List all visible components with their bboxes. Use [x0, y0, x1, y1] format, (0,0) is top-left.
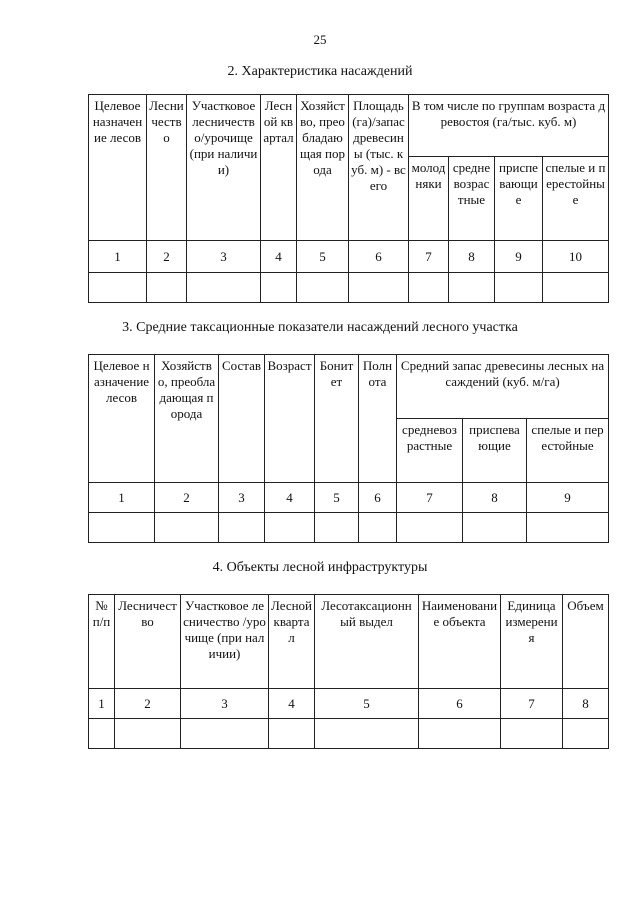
- header-forestry: Лесничество: [147, 95, 187, 241]
- header-unit: Единица измерения: [501, 595, 563, 689]
- column-number: 4: [269, 689, 315, 719]
- empty-data-row: [89, 513, 609, 543]
- empty-cell[interactable]: [419, 719, 501, 749]
- header-district: Участковое лесничество /урочище (при наличии): [181, 595, 269, 689]
- empty-cell[interactable]: [147, 273, 187, 303]
- header-forestry: Лесничество: [115, 595, 181, 689]
- header-quarter: Лесной квартал: [261, 95, 297, 241]
- empty-cell[interactable]: [269, 719, 315, 749]
- column-number: 4: [265, 483, 315, 513]
- section-3-title: 3. Средние таксационные показатели насаждений лесного участка: [122, 320, 518, 335]
- infrastructure-table: [88, 594, 609, 749]
- empty-cell[interactable]: [495, 273, 543, 303]
- header-middle-aged: средневозрастные: [397, 419, 463, 483]
- column-number: 2: [147, 241, 187, 273]
- column-number: 3: [181, 689, 269, 719]
- header-maturing: приспевающие: [495, 157, 543, 241]
- empty-cell[interactable]: [187, 273, 261, 303]
- empty-cell[interactable]: [265, 513, 315, 543]
- header-species: Хозяйство, преобладающая порода: [297, 95, 349, 241]
- header-bonitet: Бонитет: [315, 355, 359, 483]
- column-number: 9: [527, 483, 609, 513]
- column-number: 6: [349, 241, 409, 273]
- empty-cell[interactable]: [501, 719, 563, 749]
- empty-cell[interactable]: [315, 719, 419, 749]
- empty-data-row: [89, 273, 609, 303]
- column-number: 6: [419, 689, 501, 719]
- header-mature: спелые и перестойные: [543, 157, 609, 241]
- column-number: 6: [359, 483, 397, 513]
- header-quarter: Лесной квартал: [269, 595, 315, 689]
- column-number: 1: [89, 241, 147, 273]
- header-area: Площадь (га)/запас древесины (тыс. куб. м) - всего: [349, 95, 409, 241]
- empty-data-row: [89, 719, 609, 749]
- column-number: 5: [297, 241, 349, 273]
- column-number: 8: [463, 483, 527, 513]
- empty-cell[interactable]: [89, 273, 147, 303]
- column-number: 8: [449, 241, 495, 273]
- empty-cell[interactable]: [449, 273, 495, 303]
- header-species: Хозяйство, преобладающая порода: [155, 355, 219, 483]
- empty-cell[interactable]: [155, 513, 219, 543]
- header-index: № п/п: [89, 595, 115, 689]
- column-number: 3: [187, 241, 261, 273]
- column-number: 2: [115, 689, 181, 719]
- empty-cell[interactable]: [359, 513, 397, 543]
- column-number: 8: [563, 689, 609, 719]
- empty-cell[interactable]: [219, 513, 265, 543]
- empty-cell[interactable]: [181, 719, 269, 749]
- header-volume: Объем: [563, 595, 609, 689]
- column-number: 7: [409, 241, 449, 273]
- taxation-table: [88, 354, 609, 543]
- empty-cell[interactable]: [315, 513, 359, 543]
- header-average-stock: Средний запас древесины лесных насаждений (куб. м/га): [397, 355, 609, 419]
- header-maturing: приспевающие: [463, 419, 527, 483]
- empty-cell[interactable]: [463, 513, 527, 543]
- column-number: 5: [315, 483, 359, 513]
- header-mature: спелые и перестойные: [527, 419, 609, 483]
- column-number: 7: [501, 689, 563, 719]
- empty-cell[interactable]: [115, 719, 181, 749]
- column-number: 1: [89, 689, 115, 719]
- empty-cell[interactable]: [543, 273, 609, 303]
- section-4-title: 4. Объекты лесной инфраструктуры: [212, 560, 428, 575]
- column-number: 5: [315, 689, 419, 719]
- column-number: 7: [397, 483, 463, 513]
- header-middle-aged: средневозрастные: [449, 157, 495, 241]
- column-number-row: [89, 483, 609, 513]
- empty-cell[interactable]: [397, 513, 463, 543]
- empty-cell[interactable]: [89, 513, 155, 543]
- empty-cell[interactable]: [349, 273, 409, 303]
- header-purpose: Целевое назначение лесов: [89, 355, 155, 483]
- header-age-groups: В том числе по группам возраста древостоя (га/тыс. куб. м): [409, 95, 609, 157]
- header-density: Полнота: [359, 355, 397, 483]
- column-number: 4: [261, 241, 297, 273]
- empty-cell[interactable]: [563, 719, 609, 749]
- empty-cell[interactable]: [89, 719, 115, 749]
- header-purpose: Целевое назначение лесов: [89, 95, 147, 241]
- column-number: 2: [155, 483, 219, 513]
- header-district: Участковое лесничество/урочище (при наличии): [187, 95, 261, 241]
- column-number: 3: [219, 483, 265, 513]
- column-number: 1: [89, 483, 155, 513]
- header-age: Возраст: [265, 355, 315, 483]
- header-object-name: Наименование объекта: [419, 595, 501, 689]
- page-number: 25: [313, 32, 327, 47]
- column-number-row: [89, 689, 609, 719]
- column-number-row: [89, 241, 609, 273]
- empty-cell[interactable]: [527, 513, 609, 543]
- empty-cell[interactable]: [297, 273, 349, 303]
- empty-cell[interactable]: [261, 273, 297, 303]
- header-composition: Состав: [219, 355, 265, 483]
- column-number: 9: [495, 241, 543, 273]
- header-allotment: Лесотаксационный выдел: [315, 595, 419, 689]
- empty-cell[interactable]: [409, 273, 449, 303]
- characteristics-table: [88, 94, 609, 303]
- section-2-title: 2. Характеристика насаждений: [227, 64, 413, 79]
- header-young: молодняки: [409, 157, 449, 241]
- column-number: 10: [543, 241, 609, 273]
